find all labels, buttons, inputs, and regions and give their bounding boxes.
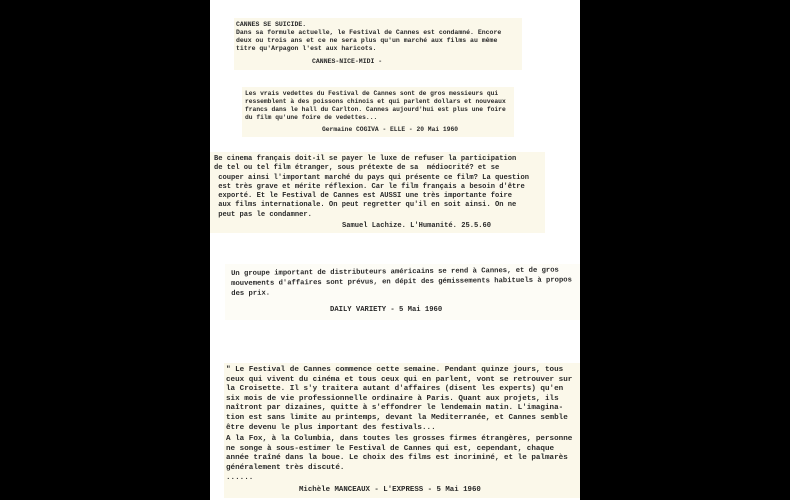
clip-line: " Le Festival de Cannes commence cette semaine. Pendant quinze jours, tous xyxy=(226,366,564,374)
clip-line: titre qu'Arpagon l'est aux haricots. xyxy=(236,45,377,52)
clip-source: Germaine COGIVA - ELLE - 20 Mai 1960 xyxy=(322,126,459,133)
clip-source: Samuel Lachize. L'Humanité. 25.5.60 xyxy=(342,222,491,230)
clip-line: année traîné dans la boue. Le choix des films est incriminé, et le palmarès xyxy=(226,454,568,463)
clip-line: la Croisette. Il s'y traitera autant d'affaires (disent les experts) qu'en xyxy=(226,385,564,394)
clip-line: francs dans le hall du Carlton. Cannes aujourd'hui est plus une foire xyxy=(245,106,506,113)
clip-line: deux ou trois ans et ce ne sera plus qu'un marché aux films au même xyxy=(236,37,498,44)
clipping-daily-variety xyxy=(225,264,580,320)
clip-line: généralement très discuté. xyxy=(226,463,345,472)
clip-line: CANNES SE SUICIDE. xyxy=(236,21,307,28)
clip-line: Un groupe important de distributeurs américains se rend à Cannes, et de gros xyxy=(231,266,559,278)
clip-line: des prix. xyxy=(231,289,271,298)
clip-line: exporté. Et le Festival de Cannes est AUSSI une très importante foire xyxy=(214,192,512,201)
clip-line: ceux qui vivent du cinéma et tous ceux qui en parlent, vont se retrouver sur xyxy=(226,375,573,384)
clip-line: A la Fox, à la Columbia, dans toutes les grosses firmes étrangères, personne xyxy=(226,435,573,444)
clip-line: du film qu'une foire de vedettes... xyxy=(245,114,378,121)
clip-line: être devenu le plus important des festivals... xyxy=(226,423,436,432)
clipping-express xyxy=(224,363,580,498)
clipping-nice-midi xyxy=(234,18,522,70)
clip-source: CANNES-NICE-MIDI - xyxy=(312,58,383,65)
clip-line: est très grave et mérite réflexion. Car le film français a besoin d'être xyxy=(214,182,525,191)
clipping-humanite xyxy=(210,152,545,233)
clip-line: aux films internationale. On peut regretter qu'il en soit ainsi. On ne xyxy=(214,201,517,210)
clip-line: naîtront par dizaines, quitte à s'effondrer le lendemain matin. L'imagina- xyxy=(226,404,564,413)
clip-line: ressemblent à des poissons chinois et qui parlent dollars et nouveaux xyxy=(245,98,506,105)
clip-line: ne songe à sous-estimer le Festival de Cannes qui est, cependant, chaque xyxy=(226,444,555,453)
clip-line: peut pas le condamner. xyxy=(214,210,312,219)
clip-line: ...... xyxy=(226,473,254,482)
clip-source: Michèle MANCEAUX - L'EXPRESS - 5 Mai 1960 xyxy=(299,486,481,494)
document-page xyxy=(210,0,580,500)
clip-line: Dans sa formule actuelle, le Festival de Cannes est condamné. Encore xyxy=(236,29,502,36)
clip-line: mouvements d'affaires sont prévus, en dépit des gémissements habituels à propos xyxy=(231,276,572,288)
clipping-elle xyxy=(242,87,514,137)
clip-line: Be cinema français doit-il se payer le luxe de refuser la participation xyxy=(214,155,517,163)
clip-line: tion est sans limite au printemps, devant la Mediterranée, et Cannes semble xyxy=(226,413,568,422)
clip-line: six mois de vie professionnelle ordinaire à Paris. Quant aux projets, ils xyxy=(226,394,559,403)
clip-line: de tel ou tel film étranger, sous prétexte de sa médiocrité? et se xyxy=(214,164,500,173)
clip-source: DAILY VARIETY - 5 Mai 1960 xyxy=(330,306,443,314)
clip-line: Les vrais vedettes du Festival de Cannes sont de gros messieurs qui xyxy=(245,90,499,97)
clip-line: couper ainsi l'important marché du pays qui présente ce film? La question xyxy=(214,173,530,182)
